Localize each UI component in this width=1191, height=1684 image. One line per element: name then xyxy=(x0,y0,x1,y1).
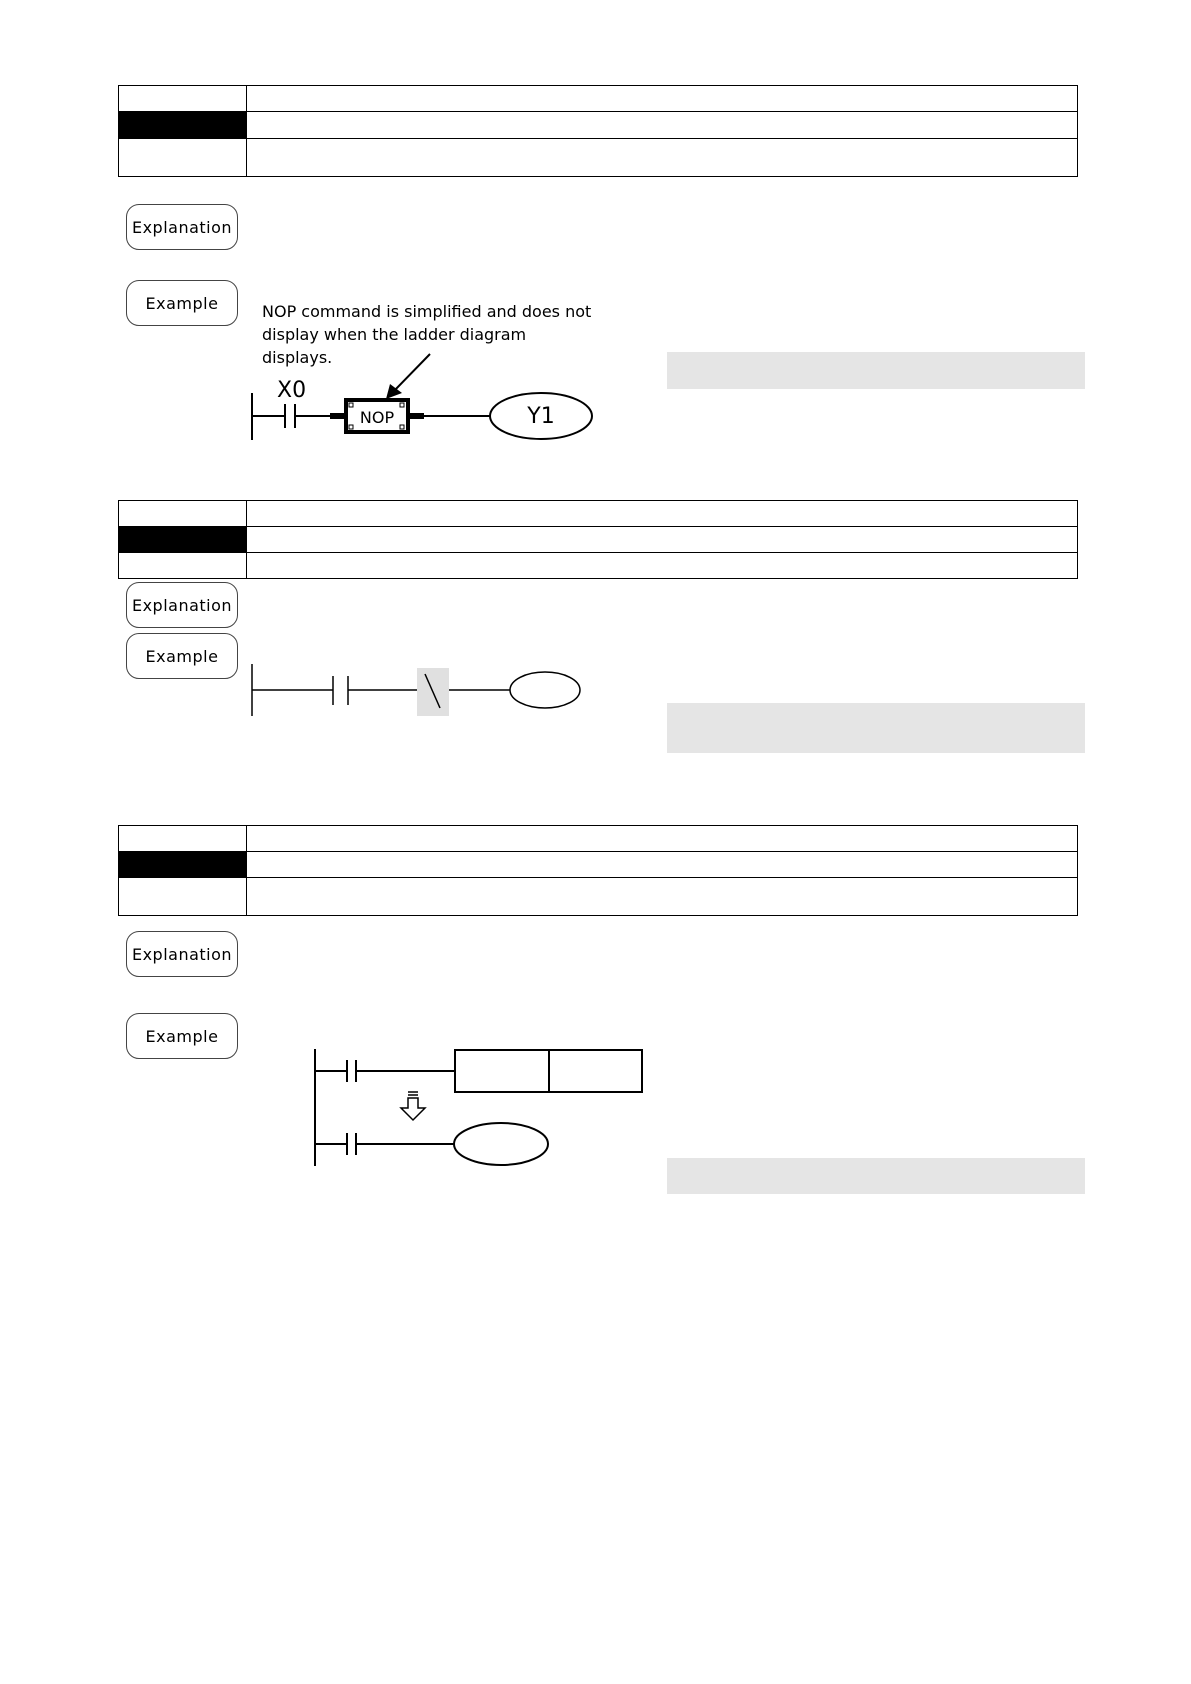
coil-label: Y1 xyxy=(527,404,555,429)
down-arrow-icon xyxy=(401,1092,425,1120)
nop-note: NOP command is simplified and does not display when the ladder diagram displays. xyxy=(262,302,592,367)
example-button[interactable]: Example xyxy=(126,280,238,326)
coil xyxy=(454,1123,548,1165)
explanation-button[interactable]: Explanation xyxy=(126,931,238,977)
example-button[interactable]: Example xyxy=(126,633,238,679)
nop-box-label: NOP xyxy=(359,408,395,427)
instruction-box-right xyxy=(549,1050,642,1092)
example-button[interactable]: Example xyxy=(126,1013,238,1059)
contact-label: X0 xyxy=(277,378,307,403)
instruction-box-left xyxy=(455,1050,549,1092)
explanation-button[interactable]: Explanation xyxy=(126,582,238,628)
highlight-box xyxy=(667,1158,1085,1194)
explanation-button[interactable]: Explanation xyxy=(126,204,238,250)
